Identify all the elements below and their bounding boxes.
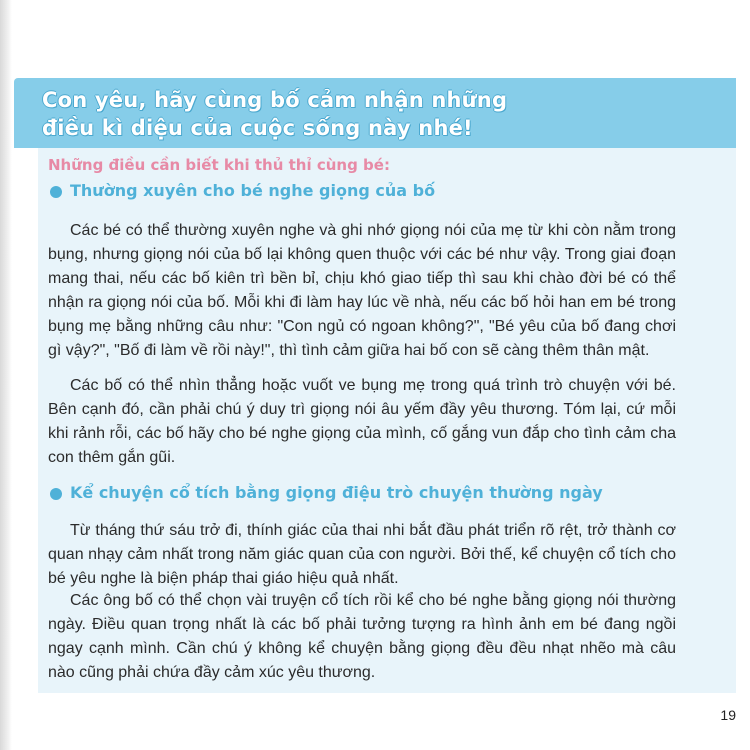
paragraph-1-2: Các bố có thể nhìn thẳng hoặc vuốt ve bụng mẹ trong quá trình trò chuyện với bé. Bên cạnh đó, cần phải chú ý duy trì giọng nói âu yếm đầy yêu thương. Tóm lại, cứ mỗi khi rảnh rỗi, các bố hãy cho bé nghe giọng của mình, cố gắng vun đắp cho tình cảm cha con thêm gắn gũi. <box>48 377 676 466</box>
title-line-1: Con yêu, hãy cùng bố cảm nhận những <box>42 88 508 112</box>
title-line-2: điều kì diệu của cuộc sống này nhé! <box>42 116 473 140</box>
subheading-1: Thường xuyên cho bé nghe giọng của bố <box>70 181 436 200</box>
title-banner <box>14 78 736 148</box>
subheading-2: Kể chuyện cổ tích bằng giọng điệu trò chuyện thường ngày <box>70 483 603 502</box>
paragraph-2-1: Từ tháng thứ sáu trở đi, thính giác của thai nhi bắt đầu phát triển rõ rệt, trở thành cơ quan nhạy cảm nhất trong năm giác quan của con người. Bởi thế, kể chuyện cổ tích cho bé yêu nghe là biện pháp thai giáo hiệu quả nhất. <box>48 522 676 587</box>
paragraph-1-1: Các bé có thể thường xuyên nghe và ghi nhớ giọng nói của mẹ từ khi còn nằm trong bụng, nhưng giọng nói của bố lại không quen thuộc với các bé như vậy. Trong giai đoạn mang thai, nếu các bố kiên trì bền bỉ, chịu khó giao tiếp thì sau khi chào đời bé có thể nhận ra giọng nói của bố. Mỗi khi đi làm hay lúc về nhà, nếu các bố hỏi han em bé trong bụng mẹ bằng những câu như: "Con ngủ có ngoan không?", "Bé yêu của bố đang chơi gì vậy?", "Bố đi làm về rồi này!", thì tình cảm giữa hai bố con sẽ càng thêm thân mật. <box>48 222 676 359</box>
page-gutter-shadow <box>0 0 12 750</box>
page-number: 19 <box>720 707 736 723</box>
bullet-dot-icon <box>50 488 62 500</box>
section-heading: Những điều cần biết khi thủ thỉ cùng bé: <box>48 156 390 174</box>
paragraph-2-2: Các ông bố có thể chọn vài truyện cổ tích rồi kể cho bé nghe bằng giọng nói thường ngày. Điều quan trọng nhất là các bố phải tưởng tượng ra hình ảnh em bé đang ngồi ngay cạnh mình. Cần chú ý không kể chuyện bằng giọng đều đều nhạt nhẽo mà câu nào cũng phải chứa đầy cảm xúc yêu thương. <box>48 592 676 681</box>
bullet-dot-icon <box>50 186 62 198</box>
